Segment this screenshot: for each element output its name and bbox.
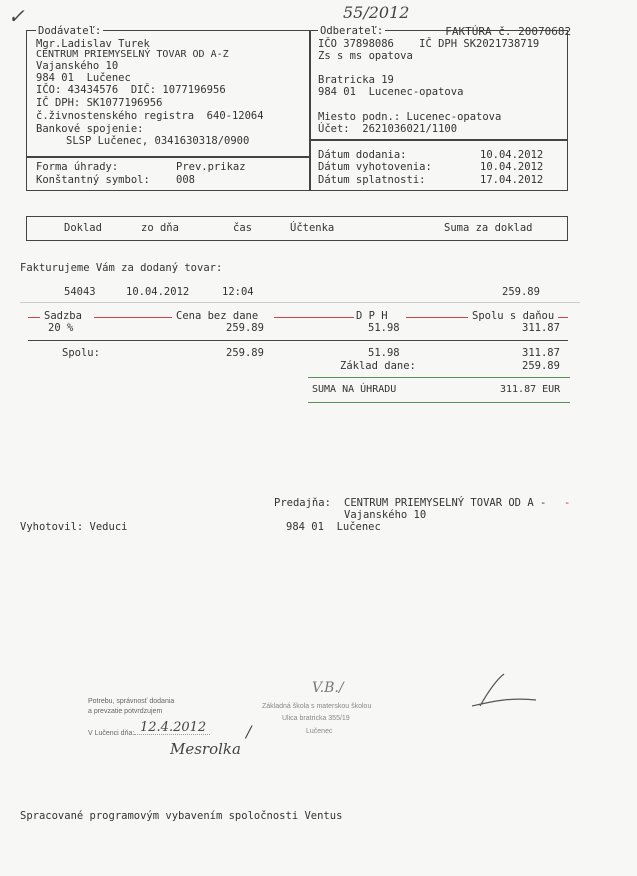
- stamp-left-line1: Potrebu, správnosť dodania: [88, 698, 175, 705]
- tax-base-value: 259.89: [522, 360, 560, 372]
- seller-company: [344, 497, 546, 509]
- customer-heading: Odberateľ:: [320, 25, 384, 37]
- doc-col-receipt: Účtenka: [290, 222, 335, 234]
- doc-col-doklad: Doklad: [64, 222, 102, 234]
- doc-row-sum: 259.89: [502, 286, 540, 298]
- signature-right: [470, 672, 540, 712]
- stamp-mid-line2: Ulica bratricka 355/19: [282, 715, 350, 722]
- total-due-bottom-rule: [308, 402, 570, 403]
- customer-city: 984 01 Lucenec-opatova: [318, 86, 464, 98]
- doc-row-time: 12:04: [222, 286, 254, 298]
- delivery-date-label: Dátum dodania:: [318, 149, 407, 161]
- vat-row-base: 259.89: [226, 322, 264, 334]
- supplier-bank-heading: Bankové spojenie:: [36, 123, 144, 135]
- customer-name: Zs s ms opatova: [318, 50, 413, 62]
- vat-sum-label: Spolu:: [62, 347, 100, 359]
- vat-col-rate: Sadzba: [44, 310, 82, 322]
- invoice-label: FAKTÚRA č.: [445, 25, 512, 38]
- supplier-name: Mgr.Ladislav Turek: [36, 38, 150, 50]
- invoice-intro-text: Fakturujeme Vám za dodaný tovar:: [20, 262, 223, 274]
- doc-row-rule: [20, 302, 580, 303]
- doc-col-sum: Suma za doklad: [444, 222, 533, 234]
- vat-row-total: 311.87: [522, 322, 560, 334]
- handwritten-tick: /: [246, 722, 252, 741]
- supplier-heading: Dodávateľ:: [38, 25, 102, 37]
- tax-base-label: Základ dane:: [340, 360, 416, 372]
- supplier-company: CENTRUM PRIEMYSELNÝ TOVAR OD A-Z: [36, 49, 229, 60]
- vat-col-base: Cena bez dane: [176, 310, 259, 322]
- seller-red-dash: -: [564, 497, 571, 509]
- issue-date-label: Dátum vyhotovenia:: [318, 161, 432, 173]
- vat-row-vat: 51.98: [368, 322, 400, 334]
- delivery-date-value: 10.04.2012: [480, 149, 544, 161]
- vat-col-total: Spolu s daňou: [472, 310, 555, 322]
- vat-row-rate: 20 %: [48, 322, 74, 334]
- issue-date-value: 10.04.2012: [480, 161, 544, 173]
- customer-street: Bratricka 19: [318, 74, 394, 86]
- total-due-value: 311.87 EUR: [500, 384, 561, 395]
- due-date-label: Dátum splatnosti:: [318, 174, 426, 186]
- seller-company-text: CENTRUM PRIEMYSELNÝ TOVAR OD A -: [344, 497, 547, 509]
- vat-col-vat: D P H: [356, 310, 388, 322]
- total-due-label: SUMA NA ÚHRADU: [312, 384, 397, 395]
- supplier-icdph: IČ DPH: SK1077196956: [36, 97, 163, 109]
- vat-sum-total: 311.87: [522, 347, 560, 359]
- handwritten-date: 12.4.2012: [140, 720, 207, 735]
- customer-place: Miesto podn.: Lucenec-opatova: [318, 111, 502, 123]
- doc-row-date: 10.04.2012: [126, 286, 190, 298]
- due-date-value: 17.04.2012: [480, 174, 544, 186]
- stamp-left-line2: a prevzatie potvrdzujem: [88, 708, 163, 715]
- vat-header-rule-1: [28, 317, 40, 318]
- vat-header-rule-3: [274, 317, 354, 318]
- doc-row-doklad: 54043: [64, 286, 96, 298]
- vat-sum-vat: 51.98: [368, 347, 400, 359]
- vat-header-rule-5: [558, 317, 568, 318]
- customer-account: Účet: 2621036021/1100: [318, 123, 458, 135]
- stamp-mid-line3: Lučenec: [306, 728, 333, 735]
- stamp-left-line3: V Lučenci dňa:: [88, 730, 135, 737]
- customer-ico: IČO 37898086 IČ DPH SK2021738719: [318, 38, 540, 50]
- total-due-top-rule: [308, 377, 570, 378]
- footer-text: Spracované programovým vybavením spoločnosti Ventus: [20, 810, 343, 822]
- vat-header-rule-2: [94, 317, 172, 318]
- vat-sum-base: 259.89: [226, 347, 264, 359]
- supplier-bank: SLSP Lučenec, 0341630318/0900: [66, 135, 250, 147]
- seller-street: Vajanského 10: [344, 509, 427, 521]
- stamp-mid-line1: Základná škola s materskou školou: [262, 703, 372, 710]
- supplier-street: Vajanského 10: [36, 60, 119, 72]
- payment-form-label: Forma úhrady:: [36, 161, 119, 173]
- vat-header-rule-4: [406, 317, 468, 318]
- supplier-city: 984 01 Lučenec: [36, 72, 131, 84]
- handwritten-signature: Mesrolka: [170, 740, 241, 758]
- handwritten-check-mark: ✓: [8, 4, 25, 28]
- seller-city: 984 01 Lučenec: [286, 521, 381, 533]
- doc-col-time: čas: [233, 222, 252, 234]
- invoice-number: 20070682: [518, 25, 572, 38]
- handwritten-invoice-number: 55/2012: [343, 3, 410, 22]
- doc-col-date: zo dňa: [141, 222, 179, 234]
- supplier-trade-registry: č.živnostenského registra 640-12064: [36, 110, 264, 122]
- supplier-ico: IČO: 43434576 DIČ: 1077196956: [36, 84, 226, 96]
- vat-sum-rule: [28, 340, 568, 341]
- signature-mid: V.B./: [312, 680, 344, 696]
- payment-form-value: Prev.prikaz: [176, 161, 246, 173]
- payment-symbol-value: 008: [176, 174, 195, 186]
- payment-symbol-label: Konštantný symbol:: [36, 174, 150, 186]
- prepared-by: Vyhotovil: Veduci: [20, 521, 128, 533]
- seller-label: Predajňa:: [274, 497, 331, 509]
